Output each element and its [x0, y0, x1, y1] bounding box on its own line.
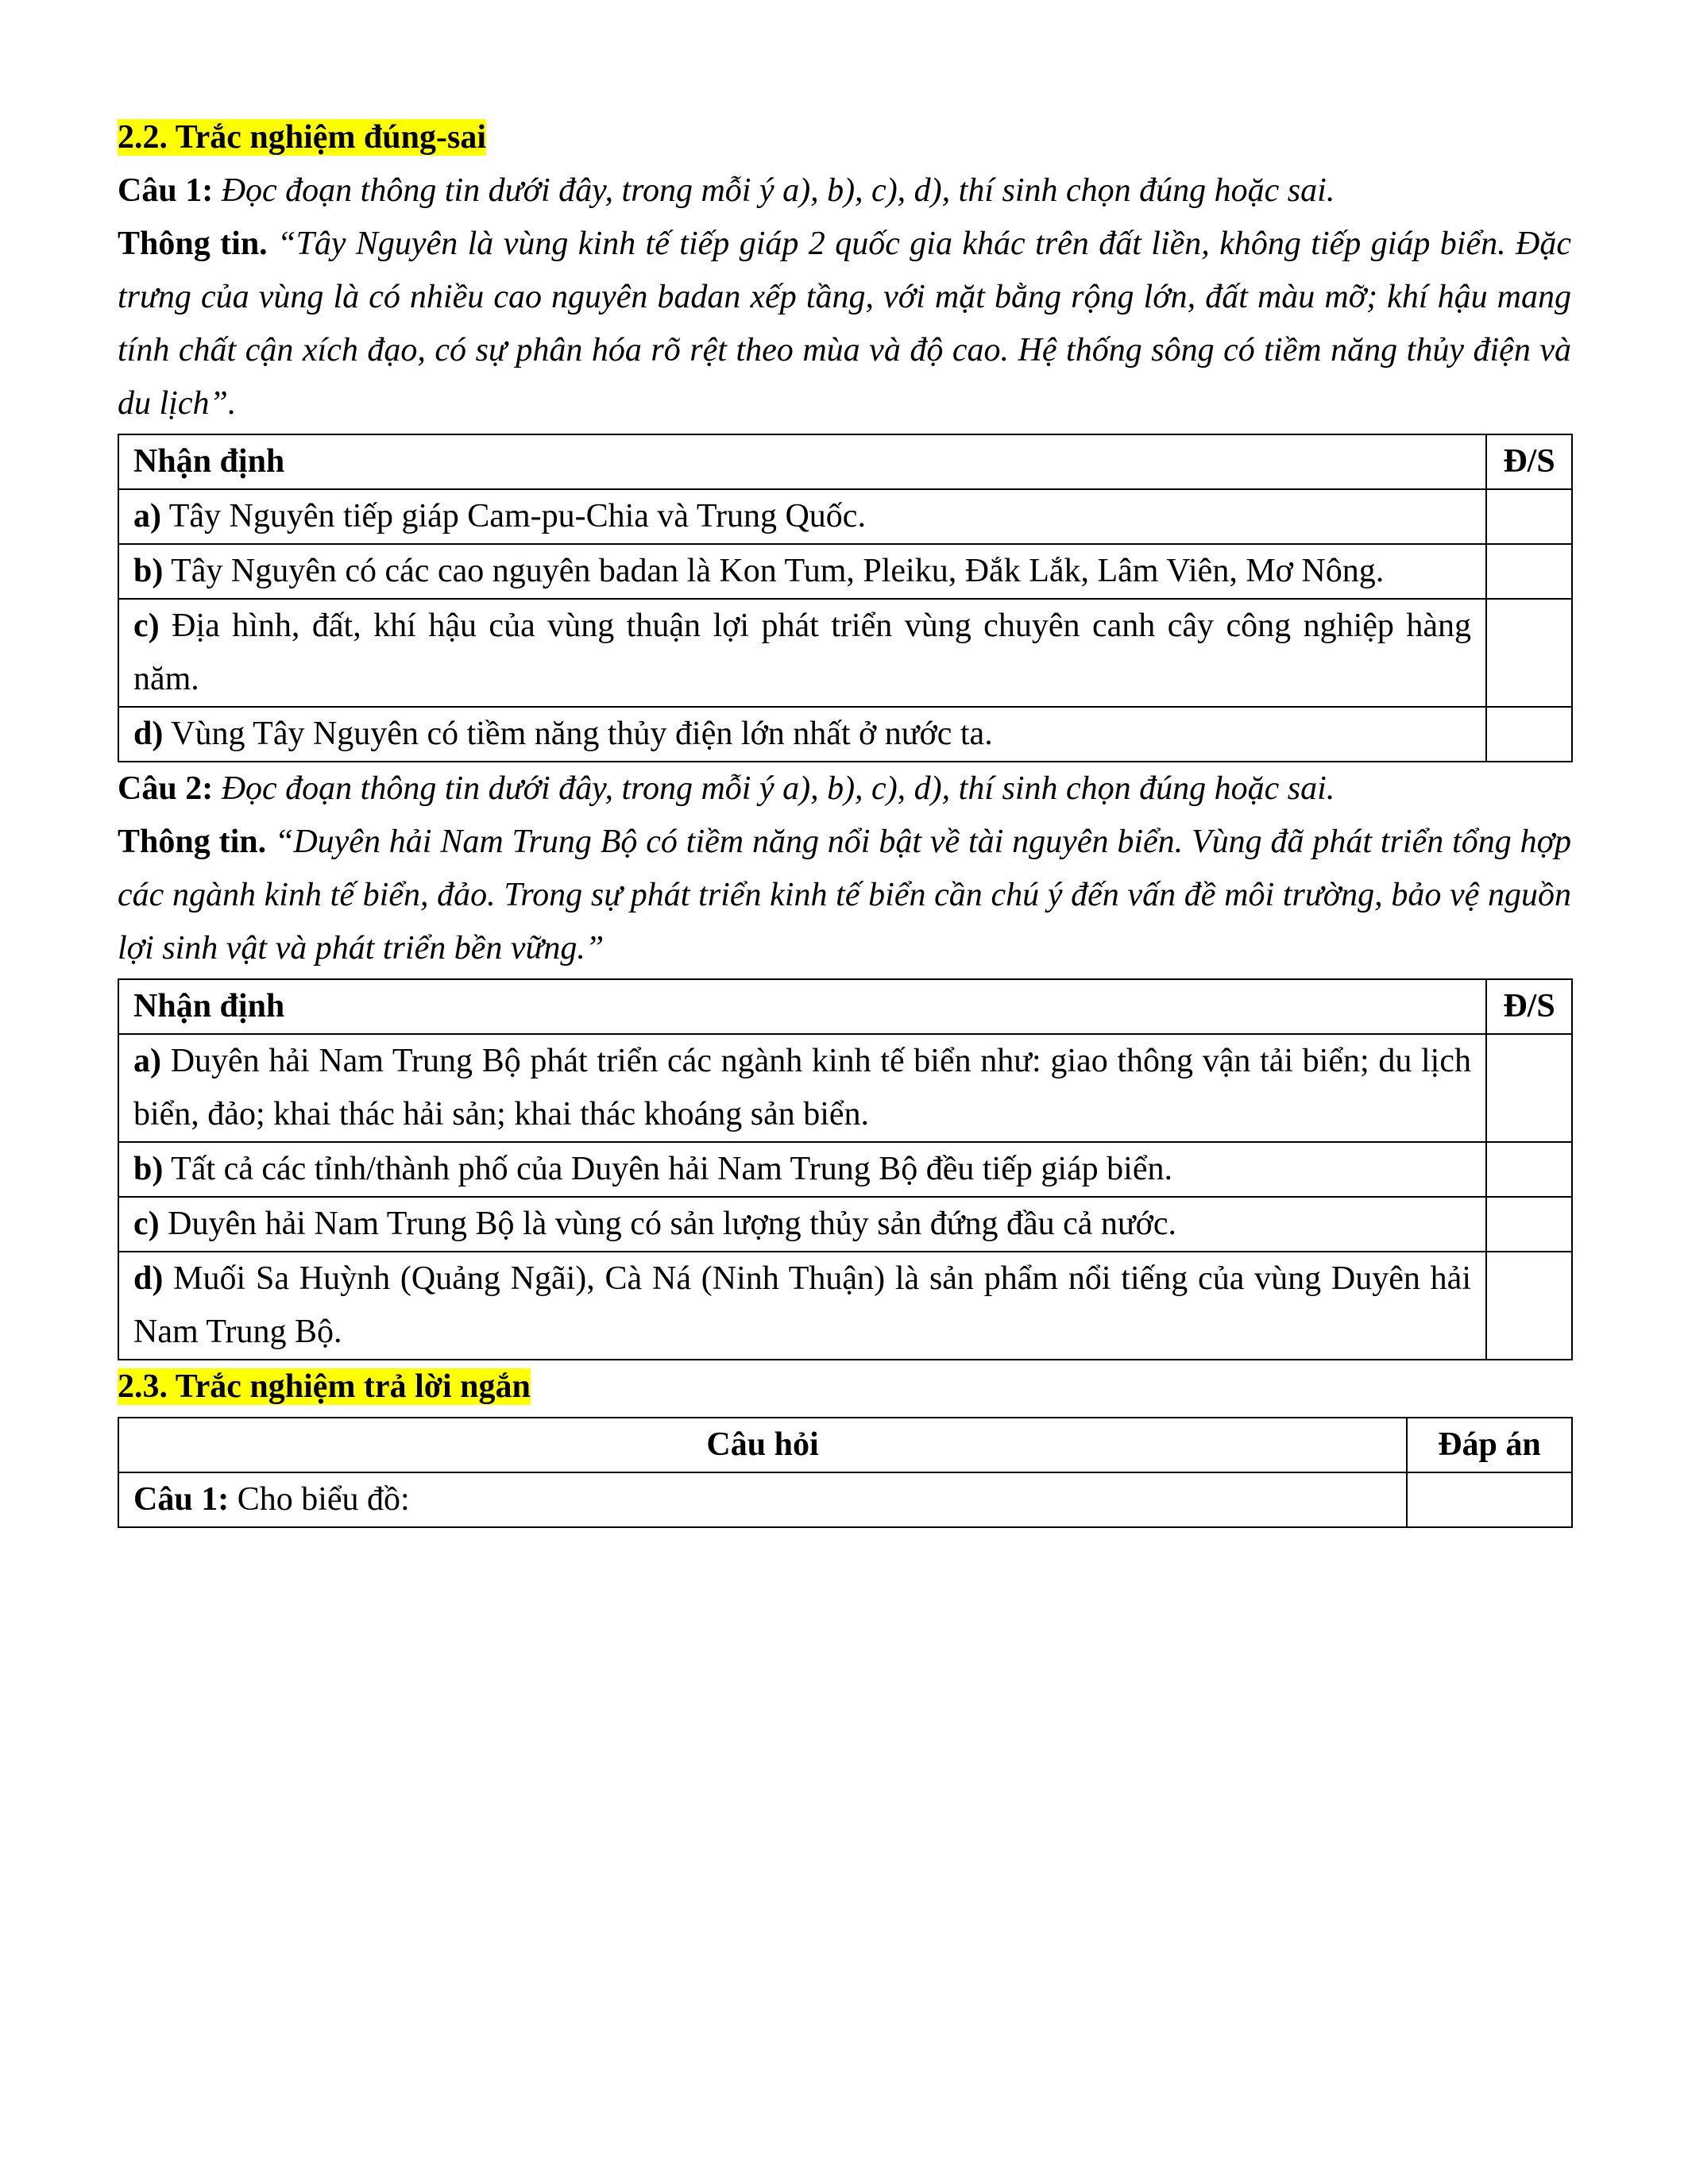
- statement-cell: d) Vùng Tây Nguyên có tiềm năng thủy điện lớn nhất ở nước ta.: [118, 707, 1486, 762]
- answer-cell[interactable]: [1486, 1252, 1572, 1360]
- table-row: [118, 1142, 1572, 1197]
- header-statement: Nhận định: [118, 979, 1486, 1034]
- answer-cell[interactable]: [1486, 707, 1572, 762]
- question-2-label: Câu 2:: [118, 770, 214, 807]
- question-1-instruction: [118, 164, 1571, 218]
- document-page: [118, 111, 1571, 1528]
- answer-cell[interactable]: [1486, 1142, 1572, 1197]
- section-heading-2-3: 2.3. Trắc nghiệm trả lời ngắn: [118, 1368, 531, 1405]
- question-2-instruction-text: Đọc đoạn thông tin dưới đây, trong mỗi ý a), b), c), d), thí sinh chọn đúng hoặc sai.: [221, 770, 1335, 807]
- section-heading-2-2: 2.2. Trắc nghiệm đúng-sai: [118, 119, 487, 156]
- question-1-table: [118, 434, 1573, 762]
- answer-cell[interactable]: [1486, 489, 1572, 544]
- question-2-instruction: [118, 762, 1571, 816]
- statement-cell: c) Duyên hải Nam Trung Bộ là vùng có sản lượng thủy sản đứng đầu cả nước.: [118, 1197, 1486, 1252]
- answer-cell[interactable]: [1407, 1472, 1572, 1527]
- question-2-table: [118, 978, 1573, 1360]
- question-cell: Câu 1: Cho biểu đồ:: [118, 1472, 1407, 1527]
- table-header-row: [118, 979, 1572, 1034]
- table-row: [118, 707, 1572, 762]
- header-question: Câu hỏi: [118, 1418, 1407, 1472]
- table-header-row: [118, 1418, 1572, 1472]
- statement-cell: c) Địa hình, đất, khí hậu của vùng thuận lợi phát triển vùng chuyên canh cây công nghiệp hàng năm.: [118, 599, 1486, 707]
- header-statement: Nhận định: [118, 434, 1486, 489]
- table-row: [118, 489, 1572, 544]
- statement-cell: b) Tất cả các tỉnh/thành phố của Duyên hải Nam Trung Bộ đều tiếp giáp biển.: [118, 1142, 1486, 1197]
- table-row: [118, 544, 1572, 599]
- question-2-info: [118, 816, 1571, 975]
- header-answer: Đáp án: [1407, 1418, 1572, 1472]
- statement-cell: a) Tây Nguyên tiếp giáp Cam-pu-Chia và Trung Quốc.: [118, 489, 1486, 544]
- question-1-label: Câu 1:: [118, 172, 214, 209]
- table-row: [118, 1472, 1572, 1527]
- question-2-info-text: “Duyên hải Nam Trung Bộ có tiềm năng nổi bật về tài nguyên biển. Vùng đã phát triển tổng hợp các ngành kinh tế biển, đảo. Trong sự phát triển kinh tế biển cần chú ý đến vấn đề môi trường, bảo vệ nguồn lợi sinh vật và phát triển bền vững.”: [118, 824, 1572, 967]
- question-1-info-label: Thông tin.: [118, 226, 268, 262]
- table-row: [118, 1252, 1572, 1360]
- answer-cell[interactable]: [1486, 544, 1572, 599]
- question-1-instruction-text: Đọc đoạn thông tin dưới đây, trong mỗi ý a), b), c), d), thí sinh chọn đúng hoặc sai.: [221, 172, 1335, 209]
- statement-cell: b) Tây Nguyên có các cao nguyên badan là Kon Tum, Pleiku, Đắk Lắk, Lâm Viên, Mơ Nông.: [118, 544, 1486, 599]
- short-answer-table: [118, 1417, 1573, 1528]
- question-2-info-label: Thông tin.: [118, 824, 267, 860]
- answer-cell[interactable]: [1486, 1034, 1572, 1142]
- header-answer: Đ/S: [1486, 979, 1572, 1034]
- header-answer: Đ/S: [1486, 434, 1572, 489]
- table-row: [118, 1034, 1572, 1142]
- answer-cell[interactable]: [1486, 599, 1572, 707]
- question-1-info: [118, 218, 1571, 430]
- table-row: [118, 1197, 1572, 1252]
- answer-cell[interactable]: [1486, 1197, 1572, 1252]
- question-1-info-text: “Tây Nguyên là vùng kinh tế tiếp giáp 2 quốc gia khác trên đất liền, không tiếp giáp biển. Đặc trưng của vùng là có nhiều cao nguyên badan xếp tầng, với mặt bằng rộng lớn, đất màu mỡ; khí hậu mang tính chất cận xích đạo, có sự phân hóa rõ rệt theo mùa và độ cao. Hệ thống sông có tiềm năng thủy điện và du lịch”.: [118, 226, 1572, 422]
- table-header-row: [118, 434, 1572, 489]
- table-row: [118, 599, 1572, 707]
- statement-cell: a) Duyên hải Nam Trung Bộ phát triển các ngành kinh tế biển như: giao thông vận tải biển; du lịch biển, đảo; khai thác hải sản; khai thác khoáng sản biển.: [118, 1034, 1486, 1142]
- statement-cell: d) Muối Sa Huỳnh (Quảng Ngãi), Cà Ná (Ninh Thuận) là sản phẩm nổi tiếng của vùng Duyên hải Nam Trung Bộ.: [118, 1252, 1486, 1360]
